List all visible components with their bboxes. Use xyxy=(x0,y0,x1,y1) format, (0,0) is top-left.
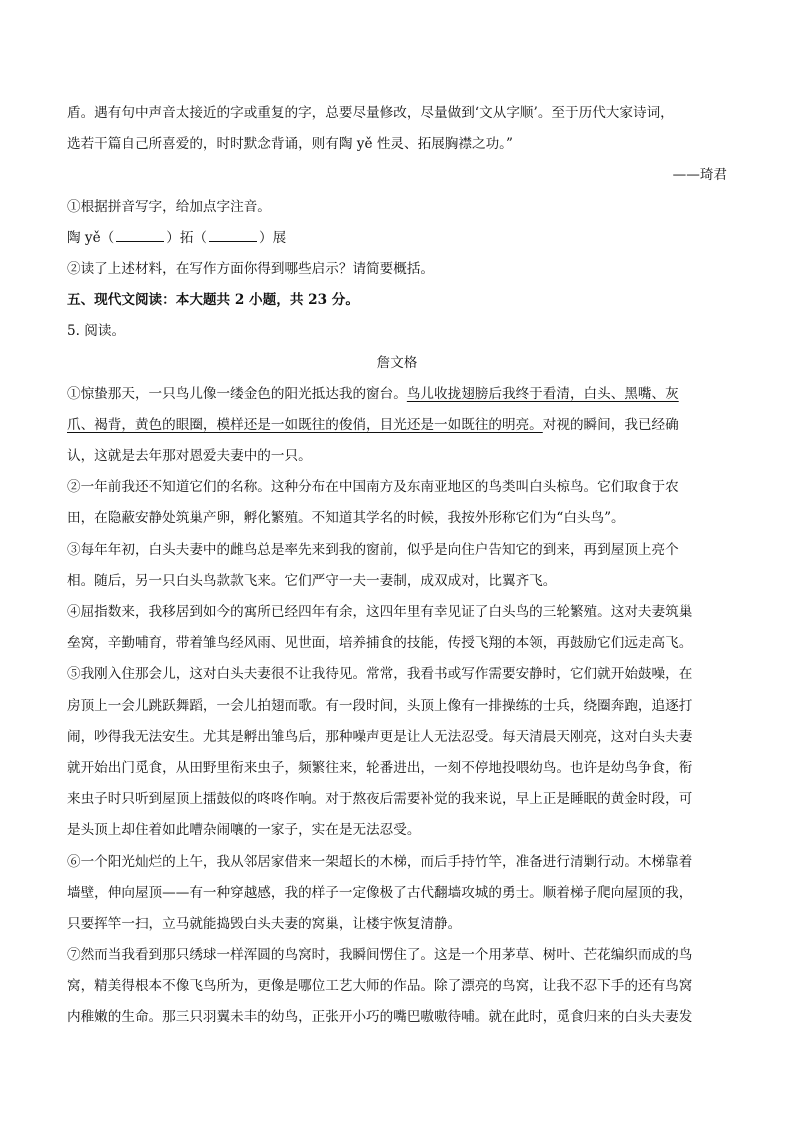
paragraph-6-line-3: 只要挥竿一扫，立马就能捣毁白头夫妻的窝巢，让楼宇恢复清静。 xyxy=(67,915,462,932)
paragraph-2-line-2: 田，在隐蔽安静处筑巢产卵，孵化繁殖。不知道其学名的时候，我按外形称它们为“白头鸟”。 xyxy=(67,510,625,527)
page-content xyxy=(67,98,727,1034)
intro-line-2: 选若干篇自己所喜爱的，时时默念背诵，则有陶 yě 性灵、拓展胸襟之功。” xyxy=(67,136,513,153)
question-1-prompt: ①根据拼音写字，给加点字注音。 xyxy=(67,198,271,215)
paragraph-4-line-2: 垒窝，辛勤哺育，带着雏鸟经风雨、见世面，培养捕食的技能，传授飞翔的本领，再鼓励它们远走高飞。 xyxy=(67,635,693,652)
question-1-fill-line xyxy=(67,223,727,254)
paragraph-1-line-3: 认，这就是去年那对恩爱夫妻中的一只。 xyxy=(67,448,312,465)
paragraph-6-line-1: ⑥一个阳光灿烂的上午，我从邻居家借来一架超长的木梯，而后手持竹竿，准备进行清剿行动。木梯靠着 xyxy=(67,853,693,870)
paragraph-5-line-2: 房顶上一会儿跳跃舞蹈，一会儿拍翅而歌。有一段时间，头顶上像有一排操练的士兵，绕圈奔跑，追逐打 xyxy=(67,697,693,714)
q1-text-a: 陶 yě（ xyxy=(67,229,115,246)
paragraph-5 xyxy=(67,659,727,846)
paragraph-7-line-1: ⑦然而当我看到那只绣球一样浑圆的鸟窝时，我瞬间愣住了。这是一个用茅草、树叶、芒花编织而成的鸟 xyxy=(67,947,693,964)
paragraph-7 xyxy=(67,940,727,1034)
question-2-prompt: ②读了上述材料，在写作方面你得到哪些启示？请简要概括。 xyxy=(67,260,435,277)
intro-line-1: 盾。遇有句中声音太接近的字或重复的字，总要尽量修改，尽量做到‘文从字顺’。至于历代大家诗词， xyxy=(67,105,674,121)
attribution: ——琦君 xyxy=(672,167,727,184)
paragraph-3-line-2: 相。随后，另一只白头鸟款款飞来。它们严守一夫一妻制，成双成对，比翼齐飞。 xyxy=(67,572,557,589)
answer-blank-1[interactable] xyxy=(116,227,164,242)
q1-text-c: ）展 xyxy=(259,229,287,246)
paragraph-3-line-1: ③每年年初，白头夫妻中的雌鸟总是率先来到我的窗前，似乎是向住户告知它的到来，再到屋顶上亮个 xyxy=(67,541,679,558)
passage-author: 詹文格 xyxy=(376,354,418,371)
paragraph-6-line-2: 墙壁，伸向屋顶——有一种穿越感，我的样子一定像极了古代翻墙攻城的勇士。顺着梯子爬向屋顶的我， xyxy=(67,884,693,901)
paragraph-4-line-1: ④屈指数来，我移居到如今的寓所已经四年有余，这四年里有幸见证了白头鸟的三轮繁殖。这对夫妻筑巢 xyxy=(67,604,693,620)
paragraph-1-line-2 xyxy=(67,410,727,441)
paragraph-5-line-6: 是头顶上却住着如此嘈杂闹嚷的一家子，实在是无法忍受。 xyxy=(67,822,421,839)
paragraph-5-line-5: 来虫子时只听到屋顶上擂鼓似的咚咚作响。对于熬夜后需要补觉的我来说，早上正是睡眠的黄金时段，可 xyxy=(67,791,693,808)
paragraph-7-line-3: 内稚嫩的生命。那三只羽翼未丰的幼鸟，正张开小巧的嘴巴嗷嗷待哺。就在此时，觅食归来的白头夫妻发 xyxy=(67,1009,693,1026)
paragraph-2 xyxy=(67,472,727,534)
paragraph-7-line-2: 窝，精美得根本不像飞鸟所为，更像是哪位工艺大师的作品。除了漂亮的鸟窝，让我不忍下手的还有鸟窝 xyxy=(67,978,693,995)
paragraph-3 xyxy=(67,535,727,597)
paragraph-5-line-4: 就开始出门觅食，从田野里衔来虫子，频繁往来，轮番进出，一刻不停地投喂幼鸟。也许是幼鸟争食，衔 xyxy=(67,759,693,776)
paragraph-4 xyxy=(67,597,727,659)
underlined-sentence-cont: 爪、褐背，黄色的眼圈，模样还是一如既往的俊俏，目光还是一如既往的明亮。 xyxy=(67,416,543,433)
underlined-sentence: 鸟儿收拢翅膀后我终于看清，白头、黑嘴、灰 xyxy=(406,385,679,402)
paragraph-5-line-1: ⑤我刚入住那会儿，这对白头夫妻很不让我待见。常常，我看书或写作需要安静时，它们就开始鼓噪，在 xyxy=(67,666,693,683)
paragraph-1 xyxy=(67,379,727,473)
q1-text-b: ）拓（ xyxy=(166,229,208,246)
paragraph-5-line-3: 闹，吵得我无法安生。尤其是孵出雏鸟后，那种噪声更是让人无法忍受。每天清晨天刚亮，这对白头夫妻 xyxy=(67,728,693,745)
paragraph-1-line-1 xyxy=(67,379,727,410)
paragraph-2-line-1: ②一年前我还不知道它们的名称。这种分布在中国南方及东南亚地区的鸟类叫白头椋鸟。它们取食于农 xyxy=(67,479,679,496)
paragraph-6 xyxy=(67,847,727,941)
answer-blank-2[interactable] xyxy=(209,227,257,242)
p1-text: ①惊蛰那天，一只鸟儿像一缕金色的阳光抵达我的窗台。 xyxy=(67,385,407,402)
p1-text-2: 对视的瞬间，我已经确 xyxy=(542,416,679,433)
section-heading: 五、现代文阅读：本大题共 2 小题，共 23 分。 xyxy=(67,292,359,309)
item-number: 5. 阅读。 xyxy=(67,323,126,340)
